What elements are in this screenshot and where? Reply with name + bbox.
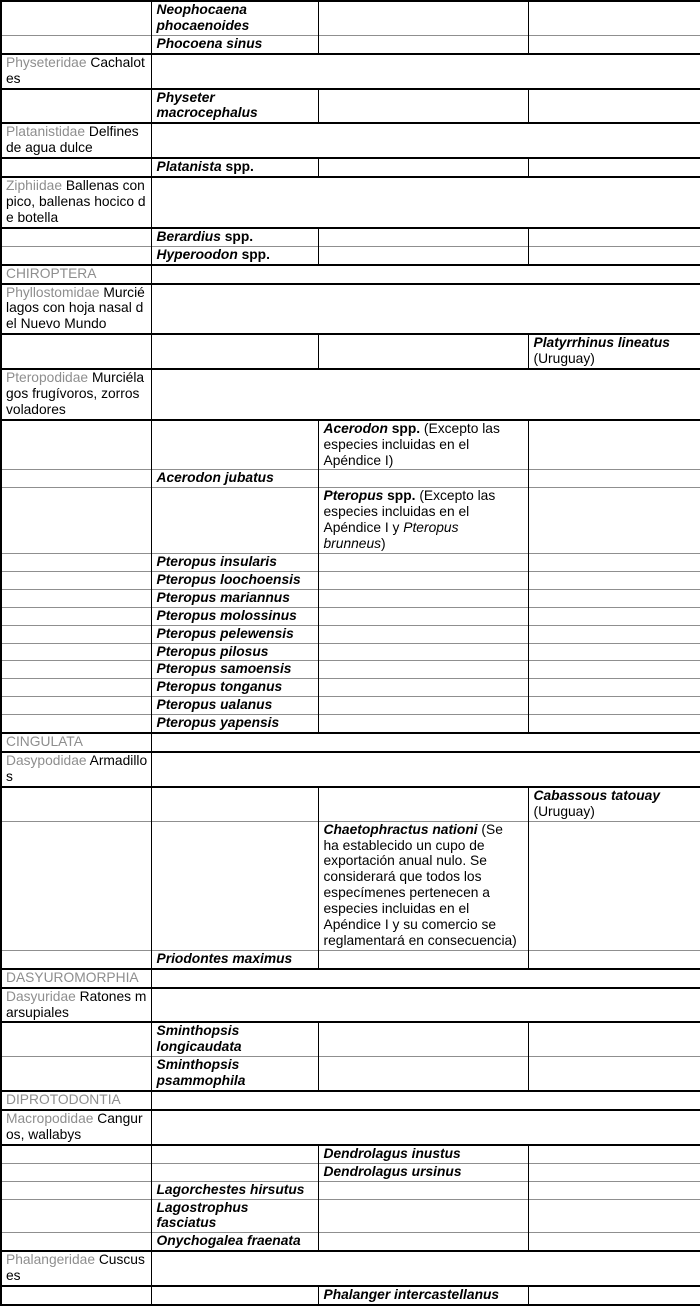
cell-appendix-ii (318, 821, 528, 950)
taxon-group-cell (1, 715, 151, 733)
order-name-cell (1, 733, 151, 752)
family-scientific-name: Physeteridae (6, 54, 87, 70)
family-name-cell (1, 284, 151, 335)
species-name: Pteropus pelewensis (156, 625, 294, 641)
cell-appendix-ii (318, 334, 528, 369)
cell-appendix-i (151, 488, 318, 554)
family-name-cell (1, 369, 151, 420)
taxon-group-cell (1, 1145, 151, 1163)
cell-appendix-i (151, 787, 318, 821)
cell-appendix-iii (528, 228, 700, 246)
species-name: Phalanger intercastellanus (323, 1287, 500, 1303)
cell-appendix-iii (528, 1181, 700, 1199)
annotation-text: (Uruguay) (533, 351, 595, 367)
species-name: Priodontes maximus (156, 950, 293, 966)
cell-appendix-i (151, 334, 318, 369)
cell-appendix-ii (318, 1022, 528, 1056)
entry-row (1, 1233, 700, 1251)
merged-empty-cell (151, 369, 700, 420)
species-name: Pteropus samoensis (156, 661, 292, 677)
taxon-group-cell (1, 625, 151, 643)
family-name-cell (1, 177, 151, 228)
species-name: Acerodon jubatus (156, 470, 274, 486)
species-name: Chaetophractus nationi (323, 821, 478, 837)
entry-row (1, 89, 700, 124)
order-row (1, 265, 700, 284)
entry-row (1, 787, 700, 821)
annotation-text: (Uruguay) (533, 803, 595, 819)
merged-empty-cell (151, 1110, 700, 1145)
species-name: Neophocaena phocaenoides (156, 2, 250, 33)
order-name-cell (1, 1091, 151, 1110)
species-name: Acerodon (323, 420, 388, 436)
family-common-name: Cuscuses (6, 1252, 145, 1284)
species-name: Dendrolagus inustus (323, 1145, 461, 1161)
family-row (1, 123, 700, 158)
cell-appendix-i (151, 679, 318, 697)
cell-appendix-ii (318, 679, 528, 697)
cell-appendix-iii (528, 158, 700, 177)
species-name: Berardius (156, 228, 221, 244)
family-row (1, 988, 700, 1023)
annotation-text: spp. (221, 159, 254, 175)
species-name: Hyperoodon (156, 246, 238, 262)
merged-empty-cell (151, 54, 700, 89)
cell-appendix-iii (528, 643, 700, 661)
family-scientific-name: Dasyuridae (6, 988, 76, 1004)
family-common-name: Canguros, wallabys (6, 1111, 143, 1142)
taxon-group-cell (1, 228, 151, 246)
cell-appendix-i (151, 715, 318, 733)
entry-row (1, 334, 700, 369)
cell-appendix-iii (528, 607, 700, 625)
species-name: Physeter macrocephalus (156, 89, 258, 121)
taxon-group-cell (1, 787, 151, 821)
annotation-text: spp. (383, 488, 416, 504)
cell-appendix-i (151, 1145, 318, 1163)
taxon-group-cell (1, 158, 151, 177)
entry-row (1, 697, 700, 715)
family-common-name: Cachalotes (6, 54, 145, 86)
species-name: Pteropus mariannus (156, 589, 290, 605)
taxon-group-cell (1, 607, 151, 625)
order-name: DASYUROMORPHIA (6, 969, 139, 985)
taxon-group-cell (1, 1181, 151, 1199)
cell-appendix-i (151, 1, 318, 35)
cell-appendix-iii (528, 625, 700, 643)
taxon-group-cell (1, 488, 151, 554)
taxon-group-cell (1, 1163, 151, 1181)
cell-appendix-ii (318, 420, 528, 470)
merged-empty-cell (151, 969, 700, 988)
annotation-text: spp. (237, 246, 270, 262)
entry-row (1, 1286, 700, 1305)
family-scientific-name: Pteropodidae (6, 370, 89, 386)
cell-appendix-i (151, 1181, 318, 1199)
entry-row (1, 488, 700, 554)
cell-appendix-ii (318, 1233, 528, 1251)
taxon-group-cell (1, 643, 151, 661)
cell-appendix-i (151, 643, 318, 661)
cell-appendix-ii (318, 787, 528, 821)
entry-row (1, 571, 700, 589)
entry-row (1, 643, 700, 661)
cell-appendix-ii (318, 89, 528, 124)
merged-empty-cell (151, 752, 700, 787)
cell-appendix-i (151, 89, 318, 124)
taxon-group-cell (1, 661, 151, 679)
family-common-name: Ballenas con pico, ballenas hocico de botella (6, 178, 146, 225)
cell-appendix-ii (318, 246, 528, 264)
species-name: Phocoena sinus (156, 35, 263, 51)
cell-appendix-ii (318, 607, 528, 625)
cell-appendix-iii (528, 661, 700, 679)
cell-appendix-i (151, 228, 318, 246)
cell-appendix-ii (318, 589, 528, 607)
cell-appendix-iii (528, 1, 700, 35)
entry-row (1, 1057, 700, 1091)
family-row (1, 284, 700, 335)
cell-appendix-ii (318, 1286, 528, 1305)
cell-appendix-i (151, 571, 318, 589)
merged-empty-cell (151, 1251, 700, 1286)
taxon-group-cell (1, 1057, 151, 1091)
taxon-group-cell (1, 571, 151, 589)
entry-row (1, 589, 700, 607)
species-name: Sminthopsis psammophila (156, 1057, 246, 1089)
family-common-name: Murciélagos frugívoros, zorros voladores (6, 370, 145, 417)
cell-appendix-iii (528, 1163, 700, 1181)
cell-appendix-i (151, 554, 318, 572)
taxon-group-cell (1, 246, 151, 264)
cell-appendix-i (151, 1163, 318, 1181)
cell-appendix-ii (318, 571, 528, 589)
order-name: CHIROPTERA (6, 265, 97, 281)
species-name: Lagorchestes hirsutus (156, 1181, 305, 1197)
cell-appendix-iii (528, 1145, 700, 1163)
taxon-group-cell (1, 420, 151, 470)
cell-appendix-ii (318, 950, 528, 968)
cell-appendix-i (151, 1057, 318, 1091)
cell-appendix-iii (528, 470, 700, 488)
cell-appendix-i (151, 246, 318, 264)
cell-appendix-iii (528, 697, 700, 715)
cell-appendix-iii (528, 89, 700, 124)
order-row (1, 733, 700, 752)
taxon-group-cell (1, 334, 151, 369)
species-name: Pteropus (323, 488, 384, 504)
taxon-group-cell (1, 679, 151, 697)
cell-appendix-ii (318, 228, 528, 246)
family-common-name: Murciélagos con hoja nasal del Nuevo Mundo (6, 284, 145, 332)
species-name: Lagostrophus fasciatus (156, 1199, 249, 1231)
entry-row (1, 246, 700, 264)
cell-appendix-i (151, 821, 318, 950)
merged-empty-cell (151, 733, 700, 752)
family-row (1, 54, 700, 89)
cell-appendix-i (151, 625, 318, 643)
entry-row (1, 661, 700, 679)
species-name: Sminthopsis longicaudata (156, 1023, 242, 1055)
cell-appendix-i (151, 697, 318, 715)
taxon-group-cell (1, 554, 151, 572)
merged-empty-cell (151, 284, 700, 335)
cell-appendix-ii (318, 1181, 528, 1199)
family-name-cell (1, 54, 151, 89)
annotation-text: ) (381, 536, 386, 552)
taxon-group-cell (1, 470, 151, 488)
taxon-group-cell (1, 821, 151, 950)
annotation-text: spp. (220, 228, 254, 244)
cell-appendix-iii (528, 1057, 700, 1091)
cell-appendix-ii (318, 1057, 528, 1091)
annotation-text: Pteropus brunneus (323, 520, 459, 552)
cell-appendix-iii (528, 715, 700, 733)
merged-empty-cell (151, 123, 700, 158)
entry-row (1, 950, 700, 968)
annotation-text: spp. (387, 420, 421, 436)
entry-row (1, 420, 700, 470)
family-scientific-name: Ziphiidae (6, 178, 62, 194)
family-row (1, 1110, 700, 1145)
cell-appendix-iii (528, 1022, 700, 1056)
cell-appendix-i (151, 1233, 318, 1251)
order-name-cell (1, 265, 151, 284)
taxon-group-cell (1, 35, 151, 53)
cell-appendix-ii (318, 643, 528, 661)
family-name-cell (1, 1251, 151, 1286)
cell-appendix-i (151, 661, 318, 679)
cell-appendix-i (151, 1022, 318, 1056)
order-row (1, 969, 700, 988)
merged-empty-cell (151, 1091, 700, 1110)
family-scientific-name: Dasypodidae (6, 752, 87, 768)
family-row (1, 1251, 700, 1286)
cell-appendix-i (151, 950, 318, 968)
taxon-group-cell (1, 1, 151, 35)
family-row (1, 369, 700, 420)
taxon-group-cell (1, 697, 151, 715)
species-name: Dendrolagus ursinus (323, 1163, 462, 1179)
taxon-group-cell (1, 1022, 151, 1056)
species-name: Pteropus yapensis (156, 715, 280, 731)
cell-appendix-ii (318, 625, 528, 643)
entry-row (1, 715, 700, 733)
entry-row (1, 470, 700, 488)
species-name: Pteropus ualanus (156, 697, 273, 713)
cites-appendix-table-body (1, 1, 700, 1305)
family-scientific-name: Platanistidae (6, 124, 86, 140)
cell-appendix-iii (528, 679, 700, 697)
entry-row (1, 554, 700, 572)
cell-appendix-iii (528, 1233, 700, 1251)
family-name-cell (1, 988, 151, 1023)
entry-row (1, 35, 700, 53)
cell-appendix-i (151, 158, 318, 177)
cell-appendix-i (151, 607, 318, 625)
entry-row (1, 821, 700, 950)
entry-row (1, 1163, 700, 1181)
annotation-text: (Se ha establecido un cupo de exportación anual nulo. Se considerará que todos los especímenes pertenecen a especies incluidas en el Apéndice I y su comercio se reglamentará en consecuencia) (323, 821, 517, 948)
cell-appendix-iii (528, 571, 700, 589)
cell-appendix-iii (528, 420, 700, 470)
taxon-group-cell (1, 950, 151, 968)
cell-appendix-i (151, 420, 318, 470)
species-name: Pteropus tonganus (156, 679, 283, 695)
cell-appendix-ii (318, 1, 528, 35)
entry-row (1, 607, 700, 625)
taxon-group-cell (1, 589, 151, 607)
entry-row (1, 228, 700, 246)
entry-row (1, 1022, 700, 1056)
cell-appendix-i (151, 1286, 318, 1305)
cell-appendix-iii (528, 334, 700, 369)
entry-row (1, 1145, 700, 1163)
cell-appendix-iii (528, 246, 700, 264)
cell-appendix-iii (528, 821, 700, 950)
family-name-cell (1, 1110, 151, 1145)
cell-appendix-ii (318, 715, 528, 733)
species-name: Platanista (156, 159, 222, 175)
cell-appendix-iii (528, 589, 700, 607)
taxon-group-cell (1, 1233, 151, 1251)
cell-appendix-ii (318, 1163, 528, 1181)
family-row (1, 177, 700, 228)
merged-empty-cell (151, 988, 700, 1023)
cell-appendix-ii (318, 1145, 528, 1163)
entry-row (1, 1, 700, 35)
annotation-text: (Excepto las especies incluidas en el Apéndice I y (323, 488, 496, 536)
species-name: Pteropus loochoensis (156, 571, 301, 587)
cell-appendix-i (151, 589, 318, 607)
cell-appendix-ii (318, 488, 528, 554)
family-common-name: Armadillos (6, 752, 148, 784)
cell-appendix-ii (318, 470, 528, 488)
species-name: Pteropus pilosus (156, 643, 269, 659)
cell-appendix-iii (528, 787, 700, 821)
merged-empty-cell (151, 177, 700, 228)
family-scientific-name: Phyllostomidae (6, 284, 100, 300)
cell-appendix-i (151, 35, 318, 53)
order-row (1, 1091, 700, 1110)
cell-appendix-iii (528, 1286, 700, 1305)
entry-row (1, 1181, 700, 1199)
cell-appendix-ii (318, 661, 528, 679)
order-name: CINGULATA (6, 734, 83, 750)
merged-empty-cell (151, 265, 700, 284)
order-name: DIPROTODONTIA (6, 1092, 121, 1108)
cell-appendix-iii (528, 554, 700, 572)
cell-appendix-ii (318, 697, 528, 715)
cell-appendix-ii (318, 554, 528, 572)
annotation-text: (Excepto las especies incluidas en el Apéndice I) (323, 420, 500, 468)
order-name-cell (1, 969, 151, 988)
species-name: Pteropus molossinus (156, 607, 297, 623)
cell-appendix-iii (528, 950, 700, 968)
taxon-group-cell (1, 1286, 151, 1305)
family-scientific-name: Phalangeridae (6, 1252, 95, 1268)
family-row (1, 752, 700, 787)
cell-appendix-iii (528, 488, 700, 554)
species-name: Onychogalea fraenata (156, 1233, 301, 1249)
family-name-cell (1, 752, 151, 787)
family-scientific-name: Macropodidae (6, 1111, 94, 1126)
family-common-name: Ratones marsupiales (6, 988, 147, 1020)
entry-row (1, 158, 700, 177)
entry-row (1, 679, 700, 697)
cell-appendix-iii (528, 35, 700, 53)
cell-appendix-ii (318, 158, 528, 177)
cell-appendix-i (151, 470, 318, 488)
cell-appendix-ii (318, 35, 528, 53)
taxon-group-cell (1, 89, 151, 124)
species-name: Cabassous tatouay (533, 787, 661, 803)
family-name-cell (1, 123, 151, 158)
family-common-name: Delfines de agua dulce (6, 124, 139, 156)
species-name: Pteropus insularis (156, 554, 277, 569)
species-name: Platyrrhinus lineatus (533, 335, 670, 351)
entry-row (1, 625, 700, 643)
